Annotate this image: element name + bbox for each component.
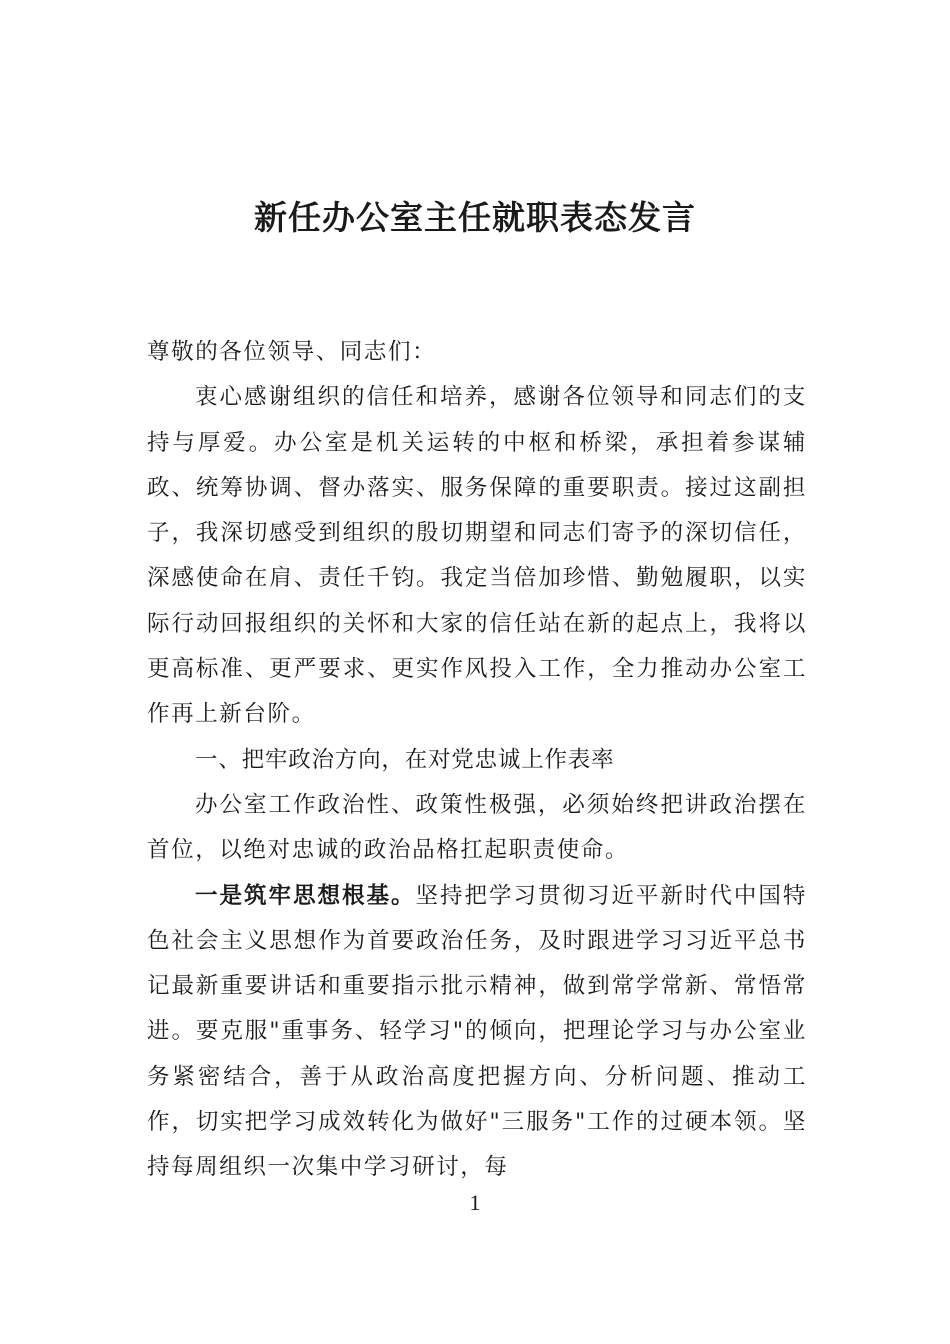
salutation: 尊敬的各位领导、同志们： [147,339,437,365]
paragraph-political-direction: 办公室工作政治性、政策性极强，必须始终把讲政治摆在首位，以绝对忠诚的政治品格扛起职责使命。 [147,791,807,864]
paragraph-ideological-foundation [147,874,807,1191]
document-body [147,330,807,1191]
section-heading-1: 一、把牢政治方向，在对党忠诚上作表率 [195,746,615,773]
paragraph-thanks: 衷心感谢组织的信任和培养，感谢各位领导和同志们的支持与厚爱。办公室是机关运转的中枢和桥梁，承担着参谋辅政、统筹协调、督办落实、服务保障的重要职责。接过这副担子，我深切感受到组织的殷切期望和同志们寄予的深切信任，深感使命在肩、责任千钧。我定当倍加珍惜、勤勉履职，以实际行动回报组织的关怀和大家的信任站在新的起点上，我将以更高标准、更严要求、更实作风投入工作，全力推动办公室工作再上新台阶。 [147,384,807,728]
paragraph-lead-phrase: 一是筑牢思想根基。 [195,882,416,909]
paragraph-body-text: 坚持把学习贯彻习近平新时代中国特色社会主义思想作为首要政治任务，及时跟进学习习近平总书记最新重要讲话和重要指示批示精神，做到常学常新、常悟常进。要克服"重事务、轻学习"的倾向，把理论学习与办公室业务紧密结合，善于从政治高度把握方向、分析问题、推动工作，切实把学习成效转化为做好"三服务"工作的过硬本领。坚持每周组织一次集中学习研讨，每 [147,882,807,1181]
document-title: 新任办公室主任就职表态发言 [254,198,696,237]
page-number: 1 [469,1190,481,1215]
